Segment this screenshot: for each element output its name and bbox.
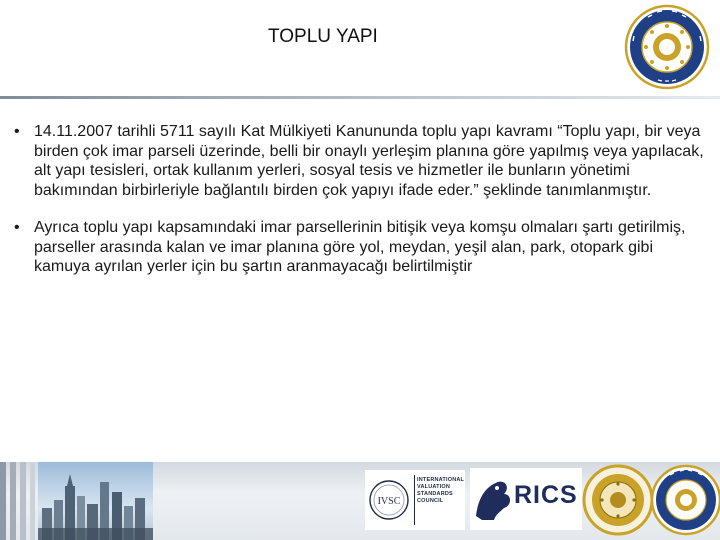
footer-stripe [20,462,26,540]
footer-stripe [10,462,16,540]
bullet-item [14,122,704,200]
bullet-list [14,122,704,277]
header-divider [0,96,720,99]
ivsc-mark: IVSC [377,496,401,507]
rics-logo-text: RICS [514,481,578,509]
university-seal-icon [624,4,710,90]
bullet-text: Ayrıca toplu yapı kapsamındaki imar parsellerinin bitişik veya komşu olmaları şartı getirilmiş, parseller arasında kalan ve imar planına göre yol, meydan, yeşil alan, park, otopark gibi kamuya ayrılan yerler için bu şartın aranmayacağı belirtilmiştir [34,219,686,275]
bullet-text: 14.11.2007 tarihli 5711 sayılı Kat Mülkiyeti Kanununda toplu yapı kavramı “Toplu yapı, bir veya birden çok imar parseli üzerinde, belli bir onaylı yerleşim planına göre yapılmış veya yapılacak, alt yapı tesisleri, ortak kullanım yerleri, sosyal tesis ve hizmetler ile bunların yönetimi bakımından birbirleriyle bağlantılı birden çok yapıyı ifade eder.” şeklinde tanımlanmıştır. [34,123,704,199]
bullet-marker: • [14,123,20,140]
bullet-item [14,218,704,277]
slide-title: TOPLU YAPI [268,26,378,47]
city-skyline-image [38,462,153,540]
bullet-marker: • [14,219,20,236]
university-seal-gold-icon [582,464,654,536]
footer-stripe [30,462,35,540]
university-seal-icon [650,464,720,536]
footer-stripe [0,462,6,540]
ivsc-logo-text: INTERNATIONAL VALUATION STANDARDS COUNCIL [417,477,465,504]
